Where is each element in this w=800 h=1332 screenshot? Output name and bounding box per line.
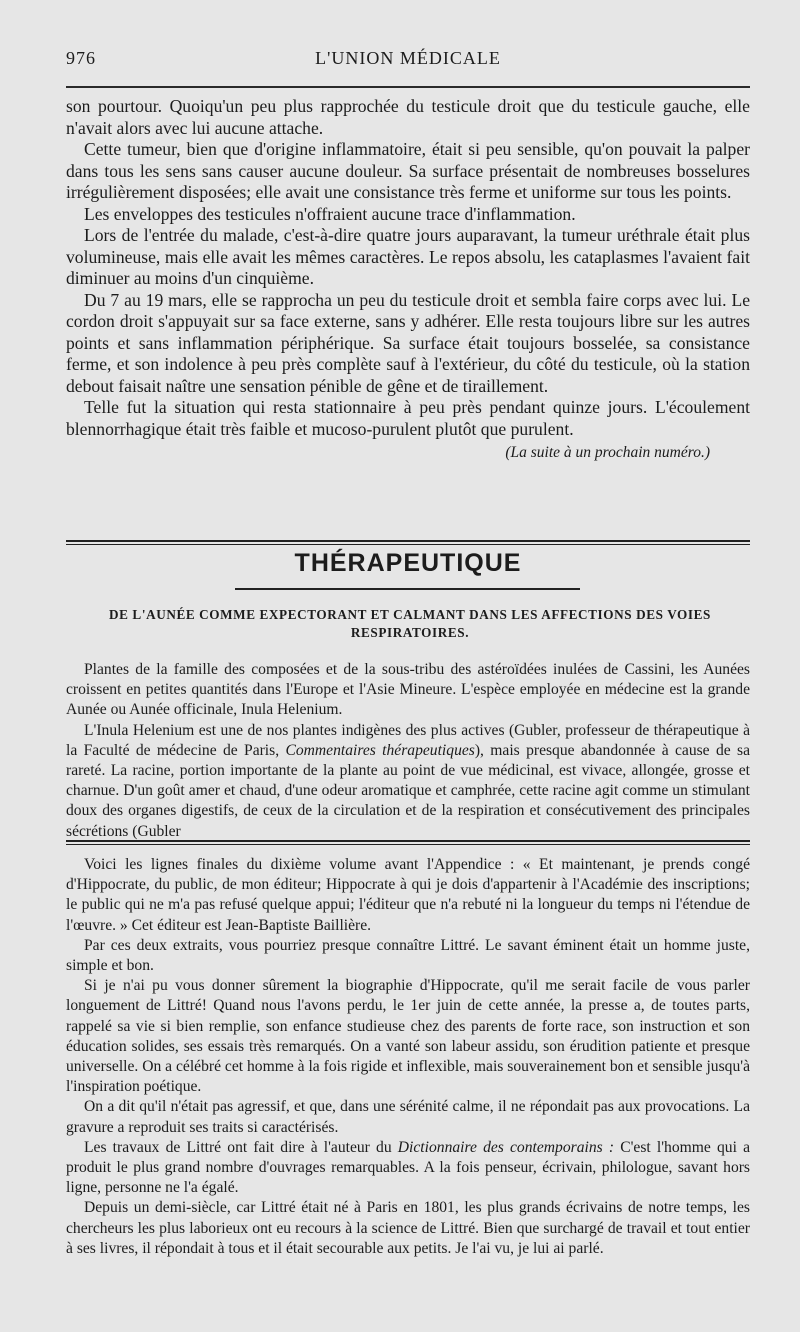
- text-run: Les travaux de Littré ont fait dire à l'auteur du: [84, 1138, 398, 1156]
- paragraph: Telle fut la situation qui resta stationnaire à peu près pendant quinze jours. L'écoulement blennorrhagique était très faible et mucoso-purulent plutôt que purulent.: [66, 397, 750, 439]
- paragraph: Depuis un demi-siècle, car Littré était né à Paris en 1801, les plus grands écrivains de notre temps, les chercheurs les plus laborieux ont eu recours à la science de Littré. Bien que surchargé de travail et tout entier à ses livres, il répondait à tous et il était secourable aux petits. Je l'ai vu, je lui ai parlé.: [66, 1199, 750, 1257]
- paragraph: [66, 721, 750, 842]
- paragraph: [66, 1138, 750, 1199]
- paragraph: Du 7 au 19 mars, elle se rapprocha un peu du testicule droit et sembla faire corps avec lui. Le cordon droit s'appuyait sur sa face externe, sans y adhérer. Elle resta toujours libre sur les autres points et sans inflammation périphérique. Sa surface était toujours bosselée, sa consistance ferme, et son indolence à peu près complète sauf à l'extérieur, du côté du testicule, où la station debout faisait naître une sensation pénible de gêne et de tiraillement.: [66, 289, 750, 396]
- text-run: L'Inula Helenium est une de nos plantes indigènes des plus actives (Gubler, professeur de thérapeutique à la Faculté de médecine de Paris,: [66, 721, 750, 759]
- paragraph: Lors de l'entrée du malade, c'est-à-dire quatre jours auparavant, la tumeur uréthrale était plus volumineuse, mais elle avait les mêmes caractères. Le repos absolu, les cataplasmes l'avaient fait diminuer au moins d'un cinquième.: [66, 225, 750, 288]
- paragraph: son pourtour. Quoiqu'un peu plus rapprochée du testicule droit que du testicule gauche, elle n'avait alors avec lui aucune attache.: [66, 96, 750, 138]
- feuilleton-section: [66, 855, 750, 1259]
- case-report-section: [66, 96, 750, 462]
- feuilleton-divider: [66, 840, 750, 845]
- text-run: ), mais presque abandonnée à cause de sa rareté. La racine, portion importante de la plante au point de vue médicinal, est vivace, allongée, grosse et charnue. D'un goût amer et chaud, d'une odeur aromatique et camphrée, cette racine agit comme un stimulant doux des organes digestifs, de ceux de la circulation et de la respiration et consécutivement des principales sécrétions (Gubler: [66, 741, 750, 840]
- header-rule: [66, 86, 750, 88]
- paragraph: On a dit qu'il n'était pas agressif, et que, dans une sérénité calme, il ne répondait pas aux provocations. La gravure a reproduit ses traits si caractérisés.: [66, 1098, 750, 1136]
- article-title: DE L'AUNÉE COMME EXPECTORANT ET CALMANT DANS LES AFFECTIONS DES VOIES RESPIRATOIRES.: [109, 607, 711, 640]
- page-header: [66, 48, 750, 72]
- paragraph: Par ces deux extraits, vous pourriez presque connaître Littré. Le savant éminent était un homme juste, simple et bon.: [66, 936, 750, 975]
- page-number: 976: [66, 48, 96, 68]
- therapeutique-article: [66, 660, 750, 842]
- journal-title: L'UNION MÉDICALE: [315, 48, 501, 68]
- section-divider: [66, 540, 750, 545]
- text-run: C'est l'homme qui a produit le plus grand nombre d'ouvrages remarquables. A la fois penseur, écrivain, philologue, savant hors ligne, personne ne l'a égalé.: [66, 1138, 750, 1197]
- paragraph: Plantes de la famille des composées et de la sous-tribu des astéroïdées inulées de Cassini, les Aunées croissent en petites quantités dans l'Europe et l'Asie Mineure. L'espèce employée en médecine est la grande Aunée ou Aunée officinale, Inula Helenium.: [66, 661, 750, 719]
- paragraph: Voici les lignes finales du dixième volume avant l'Appendice : « Et maintenant, je prends congé d'Hippocrate, du public, de mon éditeur; Hippocrate à qui je dois d'appartenir à l'Académie des inscriptions; le public qui ne m'a pas refusé quelque appui; l'éditeur que n'a rebuté ni la longueur du temps ni l'étendue de l'œuvre. » Cet éditeur est Jean-Baptiste Baillière.: [66, 856, 750, 934]
- section-title: THÉRAPEUTIQUE: [294, 549, 522, 577]
- book-title: Commentaires thérapeutiques: [285, 741, 475, 759]
- book-title: Dictionnaire des contemporains :: [397, 1138, 615, 1156]
- paragraph: Cette tumeur, bien que d'origine inflammatoire, était si peu sensible, qu'on pouvait la palper dans tous les sens sans causer aucune douleur. Sa surface présentait de nombreuses bosselures irrégulièrement disposées; elle avait une consistance très ferme et uniforme sur tous les points.: [66, 139, 750, 202]
- title-underline: [235, 588, 580, 590]
- paragraph: Si je n'ai pu vous donner sûrement la biographie d'Hippocrate, qu'il me serait facile de vous parler longuement de Littré! Quand nous l'avons perdu, le 1er juin de cette année, la presse a, de toutes parts, rappelé sa vie si bien remplie, son enfance studieuse chez des parents de forte race, son instruction et son éducation solides, ses essais très remarqués. On a vanté son labeur assidu, son érudition patiente et presque universelle. On a célébré cet homme à la fois rigide et inflexible, mais souverainement bon et sensible jusqu'à l'inspiration poétique.: [66, 977, 750, 1096]
- paragraph: Les enveloppes des testicules n'offraient aucune trace d'inflammation.: [84, 203, 576, 224]
- continuation-note: (La suite à un prochain numéro.): [505, 444, 710, 461]
